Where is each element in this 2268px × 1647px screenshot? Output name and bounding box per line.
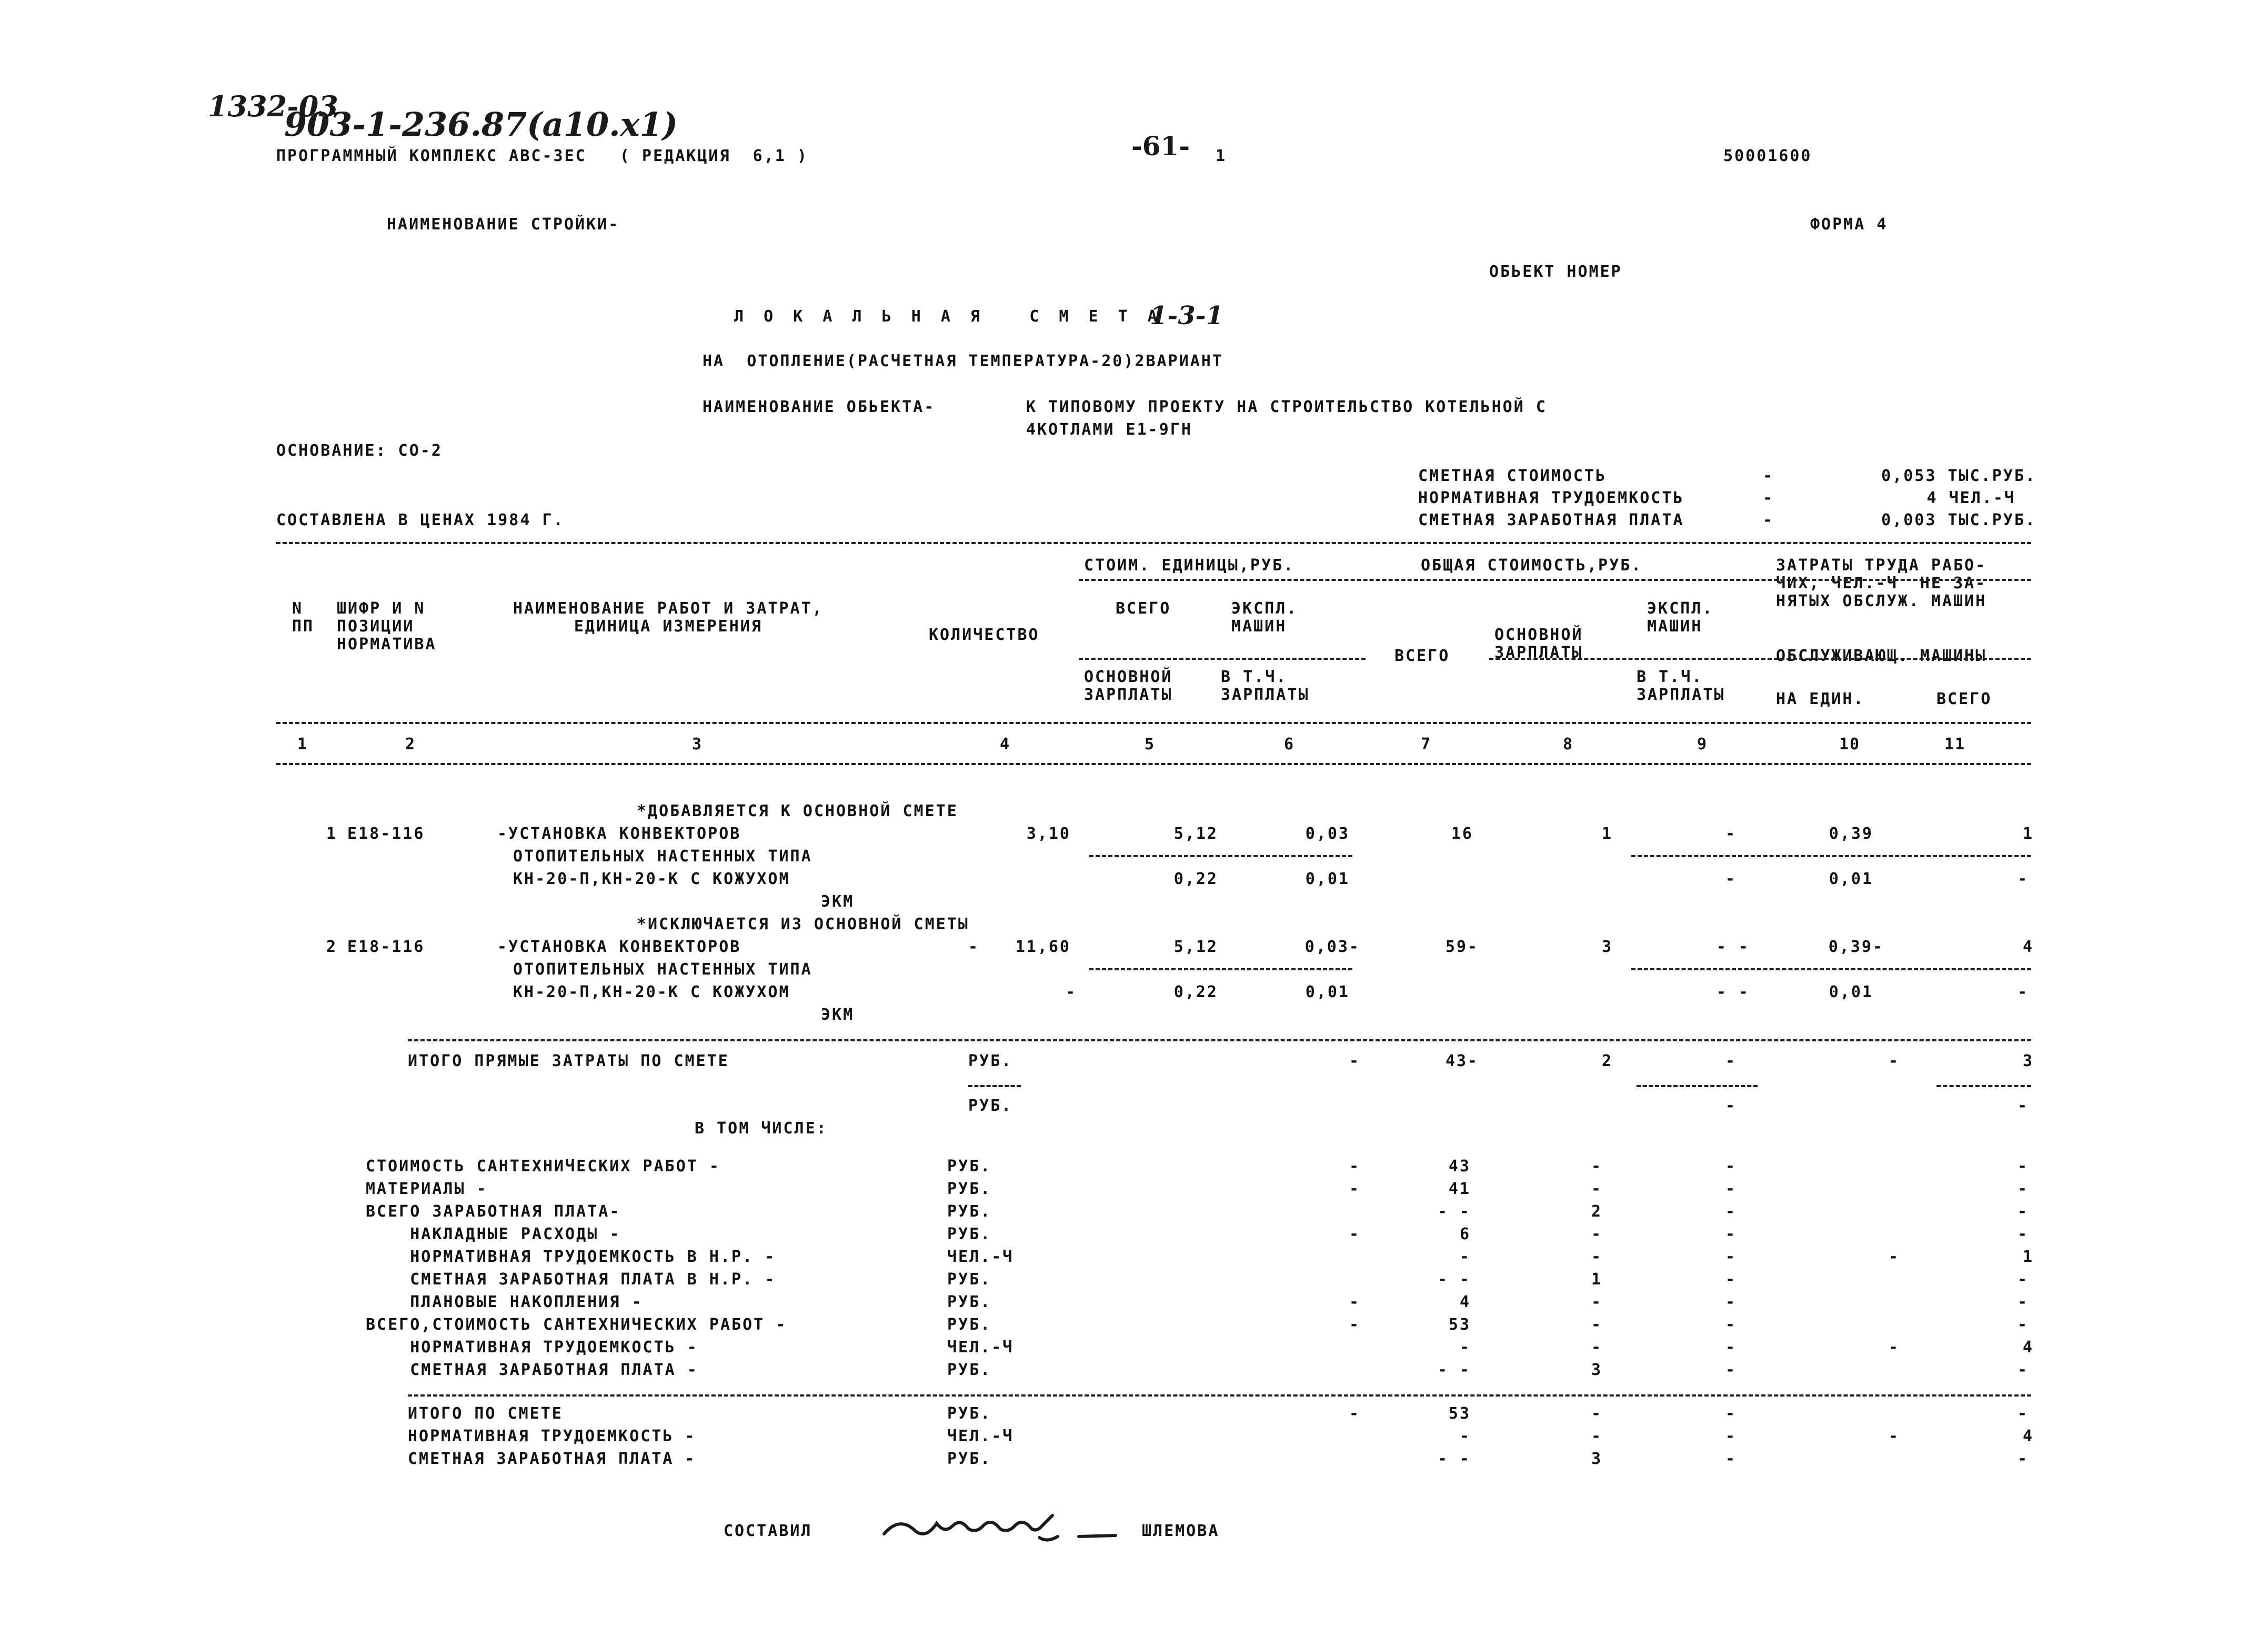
- table-rule-numbers-bottom: [276, 763, 2031, 765]
- row-c9b: - -: [1716, 983, 1750, 1001]
- col-number: 3: [691, 735, 703, 754]
- head-all-labor: ВСЕГО: [1936, 690, 1992, 708]
- total-cell-c7: -: [1459, 1427, 1471, 1445]
- handwritten-ref-main: 903-1-236.87(а10.x1): [284, 105, 678, 144]
- row-c5b: 0,22: [1173, 870, 1218, 888]
- total-cell-c11: -: [2017, 1293, 2029, 1311]
- prices-label: СОСТАВЛЕНА В ЦЕНАХ 1984 Г.: [276, 511, 565, 529]
- direct-costs-c9: -: [1725, 1052, 1737, 1070]
- col-number: 7: [1420, 735, 1432, 754]
- total-cell-unit: РУБ.: [947, 1293, 992, 1311]
- construction-label: НАИМЕНОВАНИЕ СТРОЙКИ-: [387, 215, 620, 234]
- table-rule-top: [276, 542, 2031, 544]
- col-number: 4: [999, 735, 1011, 754]
- row-c6: 0,03-: [1304, 938, 1360, 956]
- head-labor: ЗАТРАТЫ ТРУДА РАБО- ЧИХ, ЧЕЛ.-Ч НЕ ЗА- НЯТЫХ ОБСЛУЖ. МАШИН: [1776, 556, 1987, 610]
- total-cell-unit: РУБ.: [947, 1157, 992, 1176]
- direct-costs-c7: 43-: [1445, 1052, 1479, 1070]
- summary-dash: -: [1763, 511, 1774, 529]
- total-cell-unit: РУБ.: [947, 1180, 992, 1198]
- form-label: ФОРМА 4: [1810, 215, 1888, 234]
- total-cell-c8: -: [1591, 1157, 1602, 1176]
- row-number: 1: [326, 825, 338, 843]
- col-number: 11: [1944, 735, 1966, 754]
- total-cell-c9: -: [1725, 1157, 1737, 1176]
- total-cell-c6: -: [1349, 1157, 1360, 1176]
- summary-dash: -: [1763, 489, 1774, 507]
- row-c5: 5,12: [1173, 938, 1218, 956]
- row-subrule: [1089, 855, 1352, 857]
- table-rule-rows-bottom: [408, 1039, 2031, 1041]
- total-cell-c7: - -: [1437, 1361, 1471, 1379]
- row-c6b: 0,01: [1305, 870, 1350, 888]
- total-cell-label: ИТОГО ПО СМЕТЕ: [408, 1404, 563, 1423]
- total-cell-c7: 43: [1448, 1157, 1471, 1176]
- total-cell-label: НОРМАТИВНАЯ ТРУДОЕМКОСТЬ В Н.Р. -: [366, 1248, 776, 1266]
- estimate-subject: НА ОТОПЛЕНИЕ(РАСЧЕТНАЯ ТЕМПЕРАТУРА-20)2ВАРИАНТ: [703, 352, 1223, 370]
- total-cell-unit: ЧЕЛ.-Ч: [947, 1427, 1014, 1445]
- total-cell-c7: 4: [1459, 1293, 1471, 1311]
- col-number: 2: [405, 735, 416, 754]
- row-c10: 0,39: [1829, 825, 1873, 843]
- direct-costs-unit2: РУБ.: [968, 1097, 1013, 1115]
- summary-dash: -: [1763, 467, 1774, 485]
- total-cell-unit: ЧЕЛ.-Ч: [947, 1248, 1014, 1266]
- total-cell-c11: -: [2017, 1315, 2029, 1334]
- col-number: 8: [1562, 735, 1574, 754]
- head-incl-wage: В Т.Ч. ЗАРПЛАТЫ: [1221, 668, 1310, 704]
- total-cell-c11: -: [2017, 1404, 2029, 1423]
- note-added: *ДОБАВЛЯЕТСЯ К ОСНОВНОЙ СМЕТЕ: [637, 802, 958, 820]
- summary-value: 0,053 ТЫС.РУБ.: [1881, 467, 2036, 485]
- head-serving: ОБСЛУЖИВАЮЩ. МАШИНЫ: [1776, 647, 1987, 665]
- row-code: Е18-116: [347, 825, 425, 843]
- total-cell-unit: РУБ.: [947, 1450, 992, 1468]
- head-total-cost: ОБЩАЯ СТОИМОСТЬ,РУБ.: [1421, 556, 1643, 575]
- row-c6: 0,03: [1305, 825, 1350, 843]
- row-subrule: [1631, 968, 2031, 970]
- direct-costs-c11b: -: [2017, 1097, 2029, 1115]
- summary-label: НОРМАТИВНАЯ ТРУДОЕМКОСТЬ: [1418, 489, 1684, 507]
- total-cell-c7: -: [1459, 1338, 1471, 1357]
- head-col1: N ПП: [292, 599, 315, 636]
- total-cell-c7: -: [1459, 1248, 1471, 1266]
- row-name-2: ОТОПИТЕЛЬНЫХ НАСТЕННЫХ ТИПА: [513, 960, 812, 979]
- table-rule-final: [408, 1394, 2031, 1397]
- row-number: 2: [326, 938, 338, 956]
- total-cell-c9: -: [1725, 1450, 1737, 1468]
- signature: [879, 1505, 1126, 1547]
- total-cell-c6: -: [1349, 1293, 1360, 1311]
- total-cell-c8: -: [1591, 1427, 1602, 1445]
- summary-label: СМЕТНАЯ СТОИМОСТЬ: [1418, 467, 1607, 485]
- total-cell-label: ВСЕГО,СТОИМОСТЬ САНТЕХНИЧЕСКИХ РАБОТ -: [366, 1315, 787, 1334]
- summary-value: 0,003 ТЫС.РУБ.: [1881, 511, 2036, 529]
- handwritten-page-mark: -61-: [1131, 130, 1190, 162]
- estimate-number: 1-3-1: [1150, 301, 1224, 330]
- row-c10: 0,39-: [1828, 938, 1884, 956]
- total-cell-label: МАТЕРИАЛЫ -: [366, 1180, 488, 1198]
- total-cell-unit: РУБ.: [947, 1404, 992, 1423]
- direct-costs-c6: -: [1349, 1052, 1360, 1070]
- total-cell-c6: -: [1349, 1315, 1360, 1334]
- row-dash-b: -: [1066, 983, 1077, 1001]
- total-cell-c8: 3: [1591, 1361, 1602, 1379]
- total-cell-c9: -: [1725, 1225, 1737, 1243]
- total-cell-c8: -: [1591, 1225, 1602, 1243]
- row-name-4: ЭКМ: [821, 1006, 855, 1024]
- direct-costs-label: ИТОГО ПРЯМЫЕ ЗАТРАТЫ ПО СМЕТЕ: [408, 1052, 729, 1070]
- direct-costs-c10: -: [1888, 1052, 1900, 1070]
- total-cell-label: ВСЕГО ЗАРАБОТНАЯ ПЛАТА-: [366, 1202, 621, 1221]
- col-number: 10: [1839, 735, 1861, 754]
- head-total: ВСЕГО: [1116, 599, 1171, 618]
- head-col3: НАИМЕНОВАНИЕ РАБОТ И ЗАТРАТ, ЕДИНИЦА ИЗМЕРЕНИЯ: [513, 599, 824, 636]
- direct-costs-unit: РУБ.: [968, 1052, 1013, 1070]
- total-cell-c8: 3: [1591, 1450, 1602, 1468]
- total-cell-c7: 6: [1459, 1225, 1471, 1243]
- total-cell-c9: -: [1725, 1270, 1737, 1289]
- total-cell-label: ПЛАНОВЫЕ НАКОПЛЕНИЯ -: [366, 1293, 643, 1311]
- handwritten-ref-top: 1332-03: [208, 89, 338, 123]
- basis-label: ОСНОВАНИЕ: СО-2: [276, 441, 443, 460]
- row-c11: 4: [2022, 938, 2034, 956]
- row-c8: 3: [1601, 938, 1613, 956]
- head-per-unit: НА ЕДИН.: [1776, 690, 1865, 708]
- total-cell-unit: РУБ.: [947, 1361, 992, 1379]
- note-excluded: *ИСКЛЮЧАЕТСЯ ИЗ ОСНОВНОЙ СМЕТЫ: [637, 915, 969, 933]
- total-cell-c10: -: [1888, 1338, 1900, 1357]
- total-cell-c9: -: [1725, 1248, 1737, 1266]
- total-cell-c9: -: [1725, 1202, 1737, 1221]
- row-c11b: -: [2017, 983, 2029, 1001]
- row-subrule: [1631, 855, 2031, 857]
- total-cell-c7: 53: [1448, 1404, 1471, 1423]
- row-qty: 11,60: [1015, 938, 1071, 956]
- row-c9: -: [1725, 825, 1737, 843]
- head-basic-wage: ОСНОВНОЙ ЗАРПЛАТЫ: [1084, 668, 1173, 704]
- total-cell-label: СМЕТНАЯ ЗАРАБОТНАЯ ПЛАТА В Н.Р. -: [366, 1270, 776, 1289]
- total-cell-label: СМЕТНАЯ ЗАРАБОТНАЯ ПЛАТА -: [366, 1361, 698, 1379]
- row-c10b: 0,01: [1829, 870, 1873, 888]
- document-code: 50001600: [1723, 147, 1812, 165]
- head-rule-2: [1079, 658, 1366, 660]
- total-cell-c11: -: [2017, 1202, 2029, 1221]
- total-cell-c8: -: [1591, 1315, 1602, 1334]
- total-cell-c8: -: [1591, 1180, 1602, 1198]
- object-number-label: ОБЬЕКТ НОМЕР: [1489, 263, 1622, 281]
- total-cell-c9: -: [1725, 1293, 1737, 1311]
- row-c5b: 0,22: [1173, 983, 1218, 1001]
- total-cell-c9: -: [1725, 1427, 1737, 1445]
- row-c11: 1: [2022, 825, 2034, 843]
- row-name-2: ОТОПИТЕЛЬНЫХ НАСТЕННЫХ ТИПА: [513, 847, 812, 866]
- total-cell-c11: -: [2017, 1225, 2029, 1243]
- total-cell-c9: -: [1725, 1180, 1737, 1198]
- including-label: В ТОМ ЧИСЛЕ:: [695, 1119, 828, 1138]
- total-cell-c9: -: [1725, 1338, 1737, 1357]
- total-cell-c10: -: [1888, 1248, 1900, 1266]
- total-cell-c11: 1: [2022, 1248, 2034, 1266]
- direct-costs-c8: 2: [1601, 1052, 1613, 1070]
- object-label: НАИМЕНОВАНИЕ ОБЬЕКТА-: [703, 398, 936, 416]
- total-cell-unit: РУБ.: [947, 1270, 992, 1289]
- total-cell-c7: - -: [1437, 1202, 1471, 1221]
- row-code: Е18-116: [347, 938, 425, 956]
- total-cell-c7: - -: [1437, 1270, 1471, 1289]
- total-cell-c11: -: [2017, 1157, 2029, 1176]
- total-cell-c9: -: [1725, 1315, 1737, 1334]
- direct-costs-subrule: [1936, 1085, 2031, 1087]
- direct-costs-subrule: [1637, 1085, 1758, 1087]
- col-number: 9: [1697, 735, 1708, 754]
- total-cell-label: СМЕТНАЯ ЗАРАБОТНАЯ ПЛАТА -: [408, 1450, 696, 1468]
- row-name-3: КН-20-П,КН-20-К С КОЖУХОМ: [513, 870, 790, 888]
- total-cell-c9: -: [1725, 1361, 1737, 1379]
- total-cell-c11: 4: [2022, 1427, 2034, 1445]
- total-cell-c7: - -: [1437, 1450, 1471, 1468]
- total-cell-unit: РУБ.: [947, 1202, 992, 1221]
- direct-costs-c9b: -: [1725, 1097, 1737, 1115]
- head-col2: ШИФР И N ПОЗИЦИИ НОРМАТИВА: [337, 599, 437, 654]
- row-c9: - -: [1716, 938, 1750, 956]
- row-c7: 59-: [1445, 938, 1479, 956]
- head-rule-3: [1489, 658, 2031, 660]
- row-name-3: КН-20-П,КН-20-К С КОЖУХОМ: [513, 983, 790, 1001]
- head-col4: КОЛИЧЕСТВО: [929, 626, 1040, 644]
- row-qty: 3,10: [1026, 825, 1071, 843]
- total-cell-unit: РУБ.: [947, 1225, 992, 1243]
- total-cell-unit: ЧЕЛ.-Ч: [947, 1338, 1014, 1357]
- compiled-by-label: СОСТАВИЛ: [724, 1522, 812, 1540]
- row-name-4: ЭКМ: [821, 892, 855, 911]
- col-number: 1: [297, 735, 308, 754]
- table-rule-header-bottom: [276, 722, 2031, 724]
- total-cell-c6: -: [1349, 1180, 1360, 1198]
- total-cell-c7: 41: [1448, 1180, 1471, 1198]
- total-cell-c11: -: [2017, 1361, 2029, 1379]
- head-all: ВСЕГО: [1394, 647, 1450, 665]
- total-cell-c8: -: [1591, 1248, 1602, 1266]
- row-c11b: -: [2017, 870, 2029, 888]
- head-incl-wage-total: В Т.Ч. ЗАРПЛАТЫ: [1637, 668, 1725, 704]
- total-cell-c8: 1: [1591, 1270, 1602, 1289]
- total-cell-label: НОРМАТИВНАЯ ТРУДОЕМКОСТЬ -: [408, 1427, 696, 1445]
- row-c5: 5,12: [1173, 825, 1218, 843]
- total-cell-label: НАКЛАДНЫЕ РАСХОДЫ -: [366, 1225, 621, 1243]
- total-cell-c8: -: [1591, 1293, 1602, 1311]
- row-c6b: 0,01: [1305, 983, 1350, 1001]
- object-name-line1: К ТИПОВОМУ ПРОЕКТУ НА СТРОИТЕЛЬСТВО КОТЕЛЬНОЙ С: [1026, 398, 1547, 416]
- row-c9b: -: [1725, 870, 1737, 888]
- row-name-1: -УСТАНОВКА КОНВЕКТОРОВ: [497, 825, 741, 843]
- total-cell-c6: -: [1349, 1404, 1360, 1423]
- row-name-1: -УСТАНОВКА КОНВЕКТОРОВ: [497, 938, 741, 956]
- object-name-line2: 4КОТЛАМИ Е1-9ГН: [1026, 420, 1192, 439]
- total-cell-c6: -: [1349, 1225, 1360, 1243]
- program-header: ПРОГРАММНЫЙ КОМПЛЕКС АВС-3ЕС ( РЕДАКЦИЯ 6,1 ): [276, 147, 808, 165]
- head-expl-machines-total: ЭКСПЛ. МАШИН: [1647, 599, 1714, 636]
- total-cell-c9: -: [1725, 1404, 1737, 1423]
- row-c10b: 0,01: [1829, 983, 1873, 1001]
- summary-label: СМЕТНАЯ ЗАРАБОТНАЯ ПЛАТА: [1418, 511, 1684, 529]
- row-c8: 1: [1601, 825, 1613, 843]
- col-number: 6: [1283, 735, 1295, 754]
- total-cell-c11: -: [2017, 1180, 2029, 1198]
- head-expl-machines: ЭКСПЛ. МАШИН: [1231, 599, 1298, 636]
- head-rule-1: [1079, 579, 2031, 581]
- total-cell-label: СТОИМОСТЬ САНТЕХНИЧЕСКИХ РАБОТ -: [366, 1157, 720, 1176]
- head-basic-wage-total: ОСНОВНОЙ ЗАРПЛАТЫ: [1494, 626, 1583, 662]
- compiled-by-name: ШЛЕМОВА: [1142, 1522, 1220, 1540]
- col-number: 5: [1144, 735, 1156, 754]
- page-number: 1: [1216, 147, 1227, 165]
- row-dash: -: [968, 938, 980, 956]
- total-cell-c11: 4: [2022, 1338, 2034, 1357]
- total-cell-label: НОРМАТИВНАЯ ТРУДОЕМКОСТЬ -: [366, 1338, 698, 1357]
- total-cell-c11: -: [2017, 1270, 2029, 1289]
- total-cell-c7: 53: [1448, 1315, 1471, 1334]
- direct-costs-c11: 3: [2022, 1052, 2034, 1070]
- total-cell-c8: 2: [1591, 1202, 1602, 1221]
- total-cell-c11: -: [2017, 1450, 2029, 1468]
- direct-costs-subrule: [968, 1085, 1021, 1087]
- document-title: Л О К А Л Ь Н А Я С М Е Т А: [734, 307, 1162, 326]
- summary-value: 4 ЧЕЛ.-Ч: [1926, 489, 2015, 507]
- total-cell-c8: -: [1591, 1338, 1602, 1357]
- total-cell-c8: -: [1591, 1404, 1602, 1423]
- row-c7: 16: [1451, 825, 1473, 843]
- total-cell-unit: РУБ.: [947, 1315, 992, 1334]
- total-cell-c10: -: [1888, 1427, 1900, 1445]
- head-unit-cost: СТОИМ. ЕДИНИЦЫ,РУБ.: [1084, 556, 1295, 575]
- row-subrule: [1089, 968, 1352, 970]
